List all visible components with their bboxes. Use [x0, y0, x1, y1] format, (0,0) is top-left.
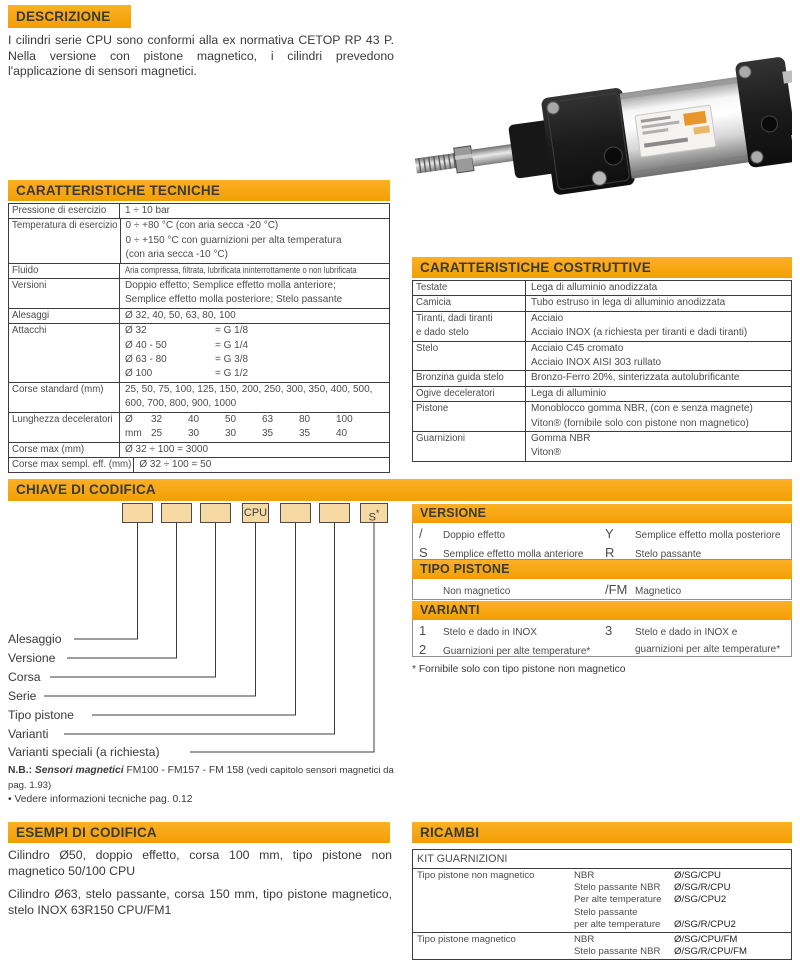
section-header-versione	[412, 504, 792, 523]
spec-value-line	[125, 353, 389, 367]
spec-value	[526, 342, 791, 371]
grid-cell: 100	[336, 413, 353, 425]
spec-label-line: Corse standard (mm)	[12, 383, 104, 395]
spec-label	[413, 342, 526, 371]
spec-label	[413, 312, 526, 341]
pair-left: Ø 40 - 50	[125, 339, 167, 351]
kit-desc: Stelo passante NBR	[574, 946, 661, 958]
spec-label-line: Temperatura di esercizio	[12, 220, 118, 232]
nb-bullet: • Vedere informazioni tecniche pag. 0.12	[8, 794, 193, 805]
descrizione-title: DESCRIZIONE	[16, 9, 111, 24]
spec-row	[9, 263, 389, 278]
code-box	[360, 503, 388, 523]
diagram-label: Varianti	[8, 727, 49, 741]
code-item-label: Stelo e dado in INOX	[443, 627, 537, 638]
esempi-text	[8, 848, 392, 926]
spec-value-line: Ø 32 ÷ 100 = 50	[139, 458, 212, 470]
code-box	[122, 503, 153, 523]
spec-value	[120, 383, 389, 412]
spec-value-line: 0 ÷ +150 °C con guarnizioni per alta temperatura	[125, 234, 342, 246]
spec-row	[9, 204, 389, 218]
connector-line	[67, 523, 177, 658]
spec-label-line: Stelo	[416, 342, 439, 354]
code-box	[161, 503, 192, 523]
pair-left: Ø 100	[125, 368, 153, 380]
kit-group-label: Tipo pistone magnetico	[417, 934, 516, 946]
connector-line	[64, 523, 335, 734]
spec-label-line: Corse max sempl. eff. (mm)	[12, 458, 132, 470]
rear-nut-1	[782, 70, 792, 83]
spec-value-line: 0 ÷ +80 °C (con aria secca -20 °C)	[125, 220, 279, 232]
kit-rows	[574, 870, 791, 931]
spec-label-line: Versioni	[12, 280, 47, 292]
spec-value-line: Ø 32 ÷ 100 = 3000	[125, 443, 209, 455]
spec-label	[413, 387, 526, 401]
code-item-code: /FM	[605, 582, 628, 597]
kit-desc: Stelo passante NBR	[574, 882, 661, 894]
cylinder-illustration	[408, 55, 792, 214]
connector-line	[92, 523, 296, 715]
spec-label	[9, 279, 120, 308]
grid-cell: 40	[188, 413, 200, 425]
grid-cell: 40	[336, 428, 348, 440]
kit-code: Ø/SG/R/CPU2	[674, 918, 736, 930]
spec-value	[120, 413, 389, 442]
connector-line	[50, 523, 216, 677]
kit-row	[574, 882, 791, 894]
spec-label	[9, 458, 134, 472]
kit-desc: NBR	[574, 934, 595, 946]
spec-value-line	[125, 413, 389, 427]
spec-row	[413, 370, 791, 385]
grid-cell: 30	[225, 428, 237, 440]
spec-value	[526, 312, 791, 341]
spec-value-line: Acciaio C45 cromato	[531, 342, 624, 354]
spec-row	[413, 386, 791, 401]
tech-spec-table	[8, 203, 390, 473]
spec-value-line: 25, 50, 75, 100, 125, 150, 200, 250, 300, 350, 400, 500,	[125, 383, 373, 395]
code-item	[419, 623, 605, 642]
code-box	[242, 503, 269, 523]
spec-value-line: Lega di alluminio	[531, 387, 607, 399]
spec-row	[9, 323, 389, 382]
spec-value-line: Lega di alluminio anodizzata	[531, 282, 658, 293]
grid-cell: 80	[299, 413, 311, 425]
chiave-title: CHIAVE DI CODIFICA	[16, 482, 156, 497]
spec-value	[120, 279, 389, 308]
spec-row	[413, 295, 791, 310]
spec-label-line: Fluido	[12, 264, 39, 276]
spec-label-line: Bronzina guida stelo	[416, 372, 504, 384]
grid-cell: 50	[225, 413, 237, 425]
section-header-chiave	[8, 479, 792, 501]
construction-spec-table	[412, 280, 792, 462]
spec-row	[9, 308, 389, 323]
kit-code: Ø/SG/R/CPU/FM	[674, 946, 748, 958]
spec-value	[526, 371, 791, 385]
spec-label-line: Corse max (mm)	[12, 443, 85, 455]
grid-cell: Ø	[125, 413, 133, 425]
grid-cell: mm	[125, 428, 142, 440]
spec-value-line: Tubo estruso in lega di alluminio anodizzata	[531, 297, 726, 309]
section-header-varianti	[412, 601, 792, 620]
varianti-title: VARIANTI	[420, 603, 480, 617]
product-photo-cylinder	[398, 40, 792, 232]
kit-code: Ø/SG/CPU	[674, 870, 721, 881]
code-box-label: CPU	[243, 507, 268, 519]
spec-value	[526, 296, 791, 310]
spec-label	[413, 432, 526, 461]
spec-label	[9, 204, 120, 218]
spec-label	[413, 281, 526, 295]
code-box-asterisk: *	[375, 508, 380, 518]
code-item-code: 3	[605, 623, 613, 638]
spec-label	[9, 309, 120, 323]
kit-row	[574, 894, 791, 906]
kit-desc: Stelo passante	[574, 906, 638, 918]
code-column	[605, 582, 787, 597]
spec-value	[120, 443, 389, 457]
varianti-panel	[412, 620, 792, 657]
kit-rows	[574, 934, 791, 958]
spec-value-line: 600, 700, 800, 900, 1000	[125, 398, 237, 410]
spec-value	[120, 309, 389, 323]
code-item-code: 2	[419, 641, 427, 657]
code-box-label: S	[368, 511, 376, 524]
kit-row	[574, 934, 791, 946]
spec-label-line: Pistone	[416, 403, 449, 415]
code-item-label: Semplice effetto molla anteriore	[443, 548, 584, 560]
kit-desc: NBR	[574, 870, 595, 881]
versione-title: VERSIONE	[420, 506, 487, 520]
code-column	[605, 623, 787, 654]
ricambi-title: RICAMBI	[420, 825, 480, 840]
kit-row	[574, 919, 791, 931]
spec-label-line: Camicia	[416, 297, 451, 309]
pair-right: = G 3/8	[215, 354, 249, 366]
kit-title: KIT GUARNIZIONI	[413, 850, 791, 869]
esempi-title: ESEMPI DI CODIFICA	[16, 825, 157, 840]
versione-panel	[412, 523, 792, 560]
spec-label	[9, 413, 120, 442]
spec-value	[134, 458, 389, 472]
threaded-rod	[415, 153, 459, 174]
pair-right: = G 1/8	[215, 325, 249, 337]
spec-label	[9, 324, 120, 382]
section-header-esempi	[8, 822, 390, 843]
spec-label	[413, 402, 526, 431]
pair-right: = G 1/4	[215, 339, 249, 351]
code-item	[419, 526, 605, 545]
kit-desc: Per alte temperature	[574, 894, 662, 906]
spec-value-line: Acciaio	[531, 312, 564, 324]
code-item-label: Doppio effetto	[443, 530, 506, 541]
kit-code: Ø/SG/CPU2	[674, 894, 727, 906]
code-item-label: Guarnizioni per alte temperature*	[443, 645, 591, 657]
spec-value-line	[125, 339, 389, 353]
code-item	[605, 623, 787, 658]
spec-row	[9, 442, 389, 457]
diagram-label: Tipo pistone	[8, 708, 74, 722]
pair-right: = G 1/2	[215, 368, 249, 380]
spec-row	[413, 431, 791, 461]
spec-value-line: Acciaio INOX AISI 303 rullato	[531, 357, 662, 369]
spec-value-line	[125, 324, 389, 338]
spec-row	[9, 218, 389, 262]
esempio-2: Cilindro Ø63, stelo passante, corsa 150 mm, tipo pistone magnetico, stelo INOX 63R150 CPU/FM1	[8, 887, 392, 917]
kit-group-label: Tipo pistone non magnetico	[417, 870, 535, 881]
code-item-label: Magnetico	[635, 586, 682, 597]
connector-line	[74, 523, 138, 639]
spec-row	[413, 311, 791, 341]
diagram-label: Alesaggio	[8, 632, 62, 646]
spec-value-line: 1 ÷ 10 bar	[125, 205, 170, 216]
kit-desc: per alte temperature	[574, 918, 661, 930]
spec-label-line: Ogive deceleratori	[416, 387, 495, 399]
spec-label	[9, 443, 120, 457]
grid-cell: 35	[262, 428, 274, 440]
code-column	[605, 526, 787, 560]
spec-value	[526, 432, 791, 461]
pair-left: Ø 63 - 80	[125, 354, 167, 366]
spec-value-line	[125, 264, 389, 278]
tecniche-title: CARATTERISTICHE TECNICHE	[16, 183, 221, 198]
varianti-note: * Fornibile solo con tipo pistone non magnetico	[412, 664, 626, 675]
kit-row	[574, 946, 791, 958]
spec-label-line: Pressione di esercizio	[12, 205, 107, 216]
spec-value-line: Semplice effetto molla posteriore; Stelo passante	[125, 294, 343, 306]
spec-label-line: Tiranti, dadi tiranti	[416, 312, 493, 324]
code-item-code: 1	[419, 623, 427, 638]
code-box	[200, 503, 231, 523]
code-item-code: Y	[605, 526, 614, 541]
spec-label-line: Alesaggi	[12, 309, 50, 321]
spec-label-line: Attacchi	[12, 325, 47, 337]
spec-label	[9, 219, 121, 262]
spec-label-line: e dado stelo	[416, 327, 469, 339]
nb-note	[8, 764, 400, 808]
tipo-pistone-title: TIPO PISTONE	[420, 562, 510, 576]
grid-cell: 25	[151, 428, 163, 440]
spec-label	[413, 371, 526, 385]
spec-value-line: Doppio effetto; Semplice effetto molla anteriore;	[125, 280, 336, 292]
kit-code: Ø/SG/R/CPU	[674, 882, 731, 894]
spec-value	[526, 402, 791, 431]
diagram-label: Versione	[8, 651, 56, 665]
kit-row	[574, 907, 791, 919]
spec-value-line: Gomma NBR	[531, 433, 591, 445]
spec-value-line	[125, 427, 389, 441]
kit-row	[574, 870, 791, 882]
condensed-text: Aria compressa, filtrata, lubrificata ininterrottamente o non lubrificata	[125, 264, 357, 276]
spec-row	[413, 341, 791, 371]
spec-label-line: Guarnizioni	[416, 433, 466, 445]
pair-left: Ø 32	[125, 325, 147, 337]
spec-value-line	[125, 367, 389, 381]
spec-label	[413, 296, 526, 310]
kit-code: Ø/SG/CPU/FM	[674, 934, 738, 946]
grid-cell: 63	[262, 413, 274, 425]
grid-cell: 30	[188, 428, 200, 440]
nb-italic: Sensori magnetici	[34, 765, 124, 776]
kit-group	[413, 869, 791, 932]
spec-value-line: Bronzo-Ferro 20%, sinterizzata autolubrificante	[531, 372, 740, 384]
spec-value-line: Viton®	[531, 447, 561, 459]
section-header-costruttive	[412, 257, 792, 278]
nb-codes: FM100 - FM157 - FM 158	[126, 765, 244, 776]
spec-value-line: Viton® (fornibile solo con pistone non magnetico)	[531, 417, 749, 429]
kit-groups	[413, 869, 791, 959]
section-header-tecniche	[8, 180, 390, 201]
spec-row	[9, 382, 389, 412]
spec-label-line: Testate	[416, 282, 448, 293]
tipo-pistone-panel	[412, 579, 792, 600]
spec-value	[120, 324, 389, 382]
grid-cell: 35	[299, 428, 311, 440]
spec-row	[9, 412, 389, 442]
diagram-label: Corsa	[8, 670, 41, 684]
code-item-code: /	[419, 526, 423, 541]
ricambi-kit-table	[412, 849, 792, 960]
code-box	[280, 503, 311, 523]
spec-value	[121, 219, 389, 262]
nb-label: N.B.:	[8, 765, 33, 776]
code-column	[419, 526, 605, 560]
code-item-label: Stelo passante	[635, 548, 702, 560]
section-header-tipo-pistone	[412, 560, 792, 579]
spec-value	[526, 387, 791, 401]
spec-row	[9, 278, 389, 308]
spec-value-line: Acciaio INOX (a richiesta per tiranti e dadi tiranti)	[531, 327, 748, 339]
code-item-label: Semplice effetto molla posteriore	[635, 530, 781, 541]
section-header-descrizione	[8, 5, 131, 28]
spec-value	[120, 264, 389, 278]
code-item-label: Non magnetico	[443, 586, 511, 597]
connector-line	[44, 523, 256, 696]
section-header-ricambi	[412, 822, 792, 843]
code-column	[419, 582, 605, 597]
spec-value	[526, 281, 791, 295]
spec-row	[413, 401, 791, 431]
spec-row	[413, 281, 791, 295]
spec-row	[9, 457, 389, 472]
code-item-label: Stelo e dado in INOX e guarnizioni per alte temperature*	[635, 627, 781, 655]
code-item-code: S	[419, 544, 428, 560]
connector-line	[190, 523, 374, 752]
code-item	[419, 582, 605, 601]
code-box	[319, 503, 350, 523]
spec-label-line: Lunghezza deceleratori	[12, 413, 113, 425]
code-item	[605, 526, 787, 545]
spec-value-line: (con aria secca -10 °C)	[125, 249, 228, 261]
nb-line-1	[8, 764, 400, 793]
code-item	[419, 642, 605, 661]
diagram-label: Varianti speciali (a richiesta)	[8, 745, 160, 759]
spec-value-line: Ø 32, 40, 50, 63, 80, 100	[125, 309, 236, 321]
descrizione-text: I cilindri serie CPU sono conformi alla ex normativa CETOP RP 43 P. Nella versione con pistone magnetico, i cilindri prevedono l'applicazione di sensori magnetici.	[8, 33, 394, 78]
code-item	[605, 582, 787, 601]
spec-label	[9, 264, 120, 278]
nb-paren: (vedi capitolo sensori magnetici da pag. 1.93)	[8, 765, 394, 791]
grid-cell: 32	[151, 413, 163, 425]
spec-label	[9, 383, 120, 412]
costruttive-title: CARATTERISTICHE COSTRUTTIVE	[420, 260, 651, 275]
spec-value	[120, 204, 389, 218]
code-item-code: R	[605, 544, 615, 560]
code-column	[419, 623, 605, 657]
kit-group	[413, 932, 791, 959]
diagram-label: Serie	[8, 689, 37, 703]
spec-value-line: Monoblocco gomma NBR, (con e senza magnete)	[531, 403, 753, 415]
esempio-1: Cilindro Ø50, doppio effetto, corsa 100 mm, tipo pistone non magnetico 50/100 CPU	[8, 848, 392, 878]
